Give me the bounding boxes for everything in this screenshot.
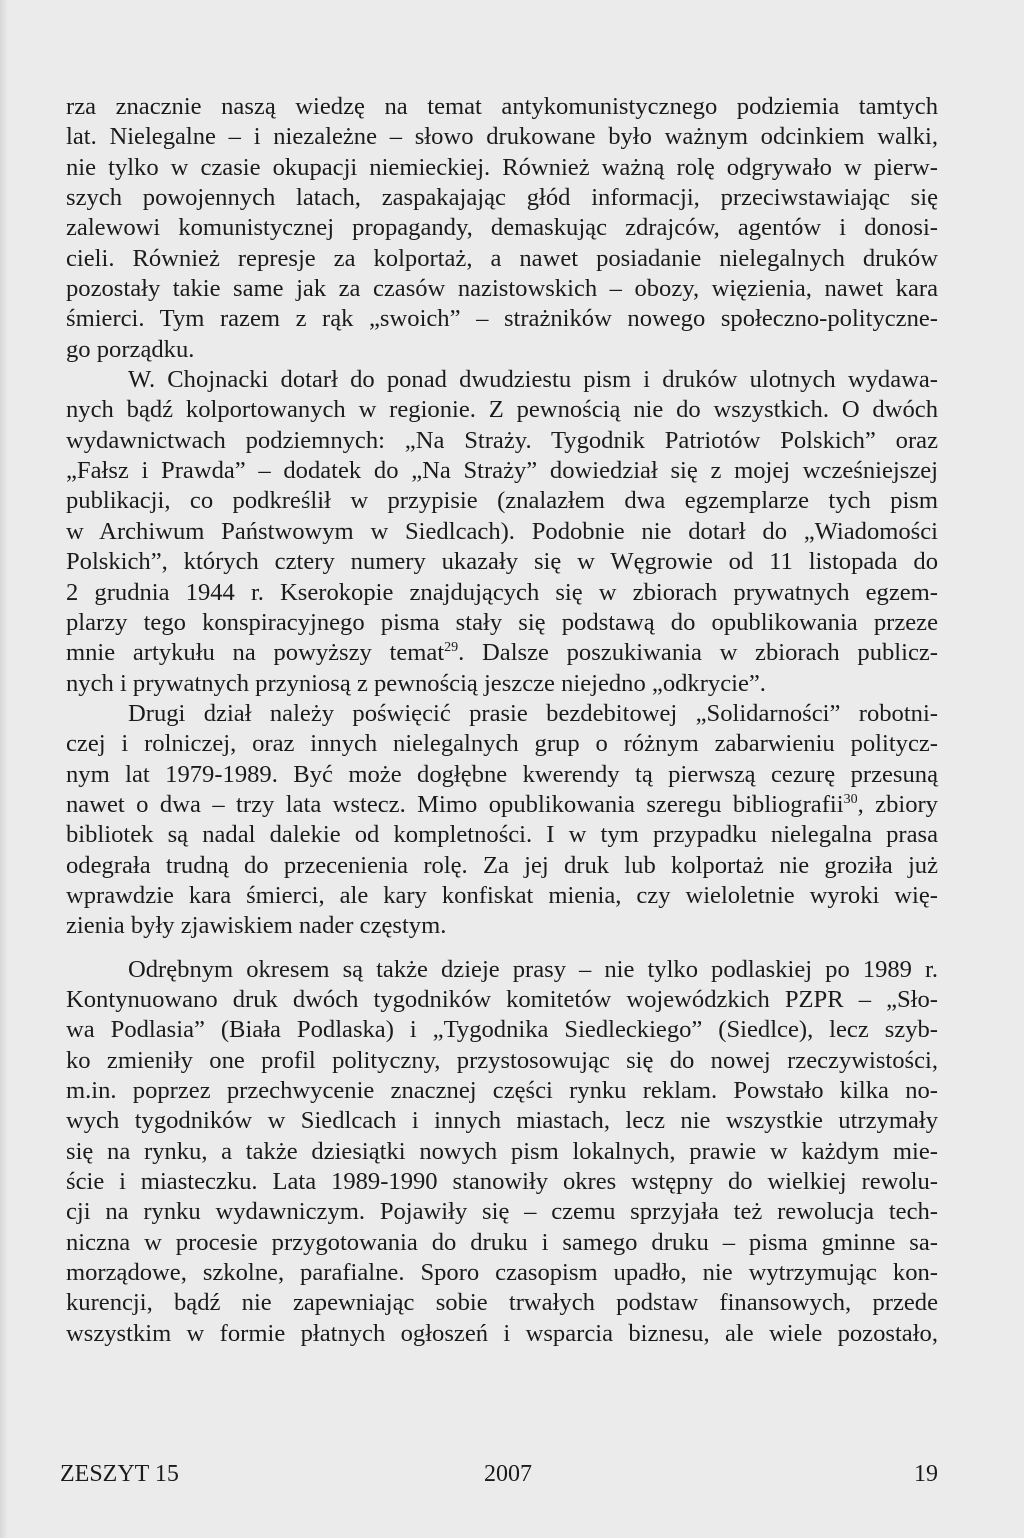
issue-label: ZESZYT 15 (60, 1461, 179, 1487)
footnote-ref[interactable]: 29 (444, 640, 459, 656)
text-line: Odrębnym okresem są także dzieje prasy – nie tylko podlaskiej po 1989 r. (128, 955, 938, 983)
text-line: „Fałsz i Prawda” – dodatek do „Na Straży” dowiedział się z mojej wcześniejszej (66, 457, 938, 485)
text-line: cji na rynku wydawniczym. Pojawiły się – czemu sprzyjała też rewolucja tech- (66, 1198, 938, 1226)
paragraph-4 (66, 955, 938, 1349)
text-line: wprawdzie kara śmierci, ale kary konfiskat mienia, czy wieloletnie wyroki wię- (66, 881, 938, 909)
text-line: zienia były zjawiskiem nader częstym. (66, 912, 447, 940)
text-line: wych tygodników w Siedlcach i innych miastach, lecz nie wszystkie utrzymały (66, 1107, 938, 1135)
text-segment: . Dalsze poszukiwania w zbiorach publicz- (458, 639, 938, 667)
text-line: ko zmieniły one profil polityczny, przystosowując się do nowej rzeczywistości, (66, 1046, 938, 1074)
text-line: W. Chojnacki dotarł do ponad dwudziestu pism i druków ulotnych wydawa- (128, 366, 938, 394)
text-line: czej i rolniczej, oraz innych nielegalnych grup o różnym zabarwieniu politycz- (66, 730, 938, 758)
text-line: m.in. poprzez przechwycenie znacznej części rynku reklam. Powstało kilka no- (66, 1077, 938, 1104)
paragraph-1 (66, 92, 938, 365)
text-line: rza znacznie naszą wiedzę na temat antykomunistycznego podziemia tamtych (66, 93, 938, 120)
text-line: cieli. Również represje za kolportaż, a nawet posiadanie nielegalnych druków (66, 244, 938, 272)
text-line: wydawnictwach podziemnych: „Na Straży. Tygodnik Patriotów Polskich” oraz (66, 426, 938, 454)
text-line: Kontynuowano druk dwóch tygodników komitetów wojewódzkich PZPR – „Sło- (66, 985, 938, 1013)
text-line-with-footnote (66, 638, 938, 668)
text-line: publikacji, co podkreślił w przypisie (znalazłem dwa egzemplarze tych pism (66, 487, 938, 515)
text-line: pozostały takie same jak za czasów nazistowskich – obozy, więzienia, nawet kara (66, 275, 938, 303)
text-line: szych powojennych latach, zaspakajając głód informacji, przeciwstawiając się (66, 184, 938, 212)
text-line: 2 grudnia 1944 r. Kserokopie znajdujących się w zbiorach prywatnych egzem- (66, 578, 938, 606)
text-line: morządowe, szkolne, parafialne. Sporo czasopism upadło, nie wytrzymując kon- (66, 1259, 938, 1287)
year-label: 2007 (484, 1461, 532, 1487)
text-line: Drugi dział należy poświęcić prasie bezdebitowej „Solidarności” robotni- (128, 699, 938, 727)
binding-edge (0, 0, 8, 1538)
page-footer (60, 1461, 938, 1497)
text-line: wszystkim w formie płatnych ogłoszeń i wsparcia biznesu, ale wiele pozostało, (66, 1319, 938, 1347)
text-segment: , zbiory (857, 790, 938, 818)
text-line: nym lat 1979-1989. Być może dogłębne kwerendy tą pierwszą cezurę przesuną (66, 760, 938, 788)
text-line: go porządku. (66, 335, 195, 363)
text-line: nych bądź kolportowanych w regionie. Z pewnością nie do wszystkich. O dwóch (66, 396, 938, 424)
footnote-ref[interactable]: 30 (843, 791, 858, 807)
body-text (66, 92, 938, 1349)
text-line: w Archiwum Państwowym w Siedlcach). Podobnie nie dotarł do „Wiadomości (66, 517, 938, 545)
text-line: wa Podlasia” (Biała Podlaska) i „Tygodnika Siedleckiego” (Siedlce), lecz szyb- (66, 1016, 938, 1044)
text-line: niczna w procesie przygotowania do druku i samego druku – pisma gminne sa- (66, 1228, 938, 1256)
text-segment: nawet o dwa – trzy lata wstecz. Mimo opublikowania szeregu bibliografii (66, 790, 844, 818)
text-line: nie tylko w czasie okupacji niemieckiej. Również ważną rolę odgrywało w pierw- (66, 153, 938, 181)
text-line-with-footnote (66, 790, 938, 820)
text-line: plarzy tego konspiracyjnego pisma stały się podstawą do opublikowania przeze (66, 608, 938, 636)
text-line: kurencji, bądź nie zapewniając sobie trwałych podstaw finansowych, przede (66, 1289, 938, 1317)
paragraph-2 (66, 365, 938, 699)
text-line: śmierci. Tym razem z rąk „swoich” – strażników nowego społeczno-polityczne- (66, 305, 938, 333)
text-line: Polskich”, których cztery numery ukazały się w Węgrowie od 11 listopada do (66, 548, 938, 576)
text-line: się na rynku, a także dziesiątki nowych pism lokalnych, prawie w każdym mie- (66, 1137, 938, 1165)
text-line: lat. Nielegalne – i niezależne – słowo drukowane było ważnym odcinkiem walki, (66, 123, 938, 151)
text-line: bibliotek są nadal dalekie od kompletności. I w tym przypadku nielegalna prasa (66, 821, 938, 849)
text-line: odegrała trudną do przecenienia rolę. Za jej druk lub kolportaż nie groziła już (66, 851, 938, 879)
text-line: nych i prywatnych przyniosą z pewnością jeszcze niejedno „odkrycie”. (66, 669, 766, 697)
paragraph-3 (66, 699, 938, 942)
text-line: ście i miasteczku. Lata 1989-1990 stanowiły okres wstępny do wielkiej rewolu- (66, 1168, 938, 1196)
page-number: 19 (914, 1461, 938, 1487)
text-segment: mnie artykułu na powyższy temat (66, 639, 445, 667)
text-line: zalewowi komunistycznej propagandy, demaskując zdrajców, agentów i donosi- (66, 214, 938, 242)
